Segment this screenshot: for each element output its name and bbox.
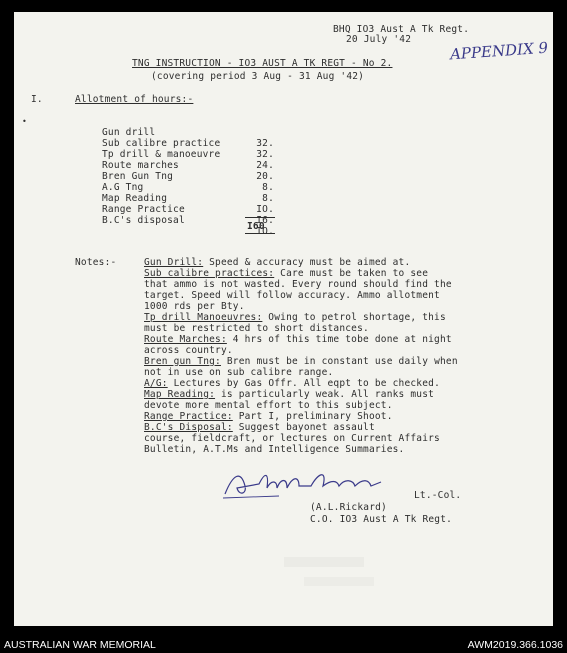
note-text: 4 hrs of this time tobe done at night	[226, 334, 452, 345]
note-text: Lectures by Gas Offr. All eqpt to be checked.	[167, 378, 440, 389]
signatory-name: (A.L.Rickard)	[310, 502, 387, 513]
hours-value: 32.	[256, 149, 274, 160]
note-text: Bulletin, A.T.Ms and Intelligence Summaries.	[144, 444, 405, 455]
bleed-through-mark	[304, 577, 374, 586]
total-underline	[245, 233, 275, 234]
note-heading: Sub calibre practices:	[144, 268, 275, 279]
hours-label: Range Practice	[102, 204, 185, 215]
note-line	[144, 279, 452, 290]
note-text: across country.	[144, 345, 233, 356]
handwritten-signature	[219, 464, 389, 504]
note-text: Part I, preliminary Shoot.	[232, 411, 393, 422]
appendix-annotation: APPENDIX 9	[449, 38, 549, 64]
note-heading: Map Reading:	[144, 389, 216, 400]
note-text: Suggest bayonet assault	[232, 422, 375, 433]
note-text: 1000 rds per Bty.	[144, 301, 245, 312]
note-text: not in use on sub calibre range.	[144, 367, 334, 378]
note-line	[144, 378, 440, 389]
note-line	[144, 257, 410, 268]
hours-label: A.G Tng	[102, 182, 144, 193]
note-heading: Tp drill Manoeuvres:	[144, 312, 263, 323]
margin-mark: •	[22, 117, 28, 126]
note-text: Speed & accuracy must be aimed at.	[203, 257, 411, 268]
note-line	[144, 356, 458, 367]
hours-label: Map Reading	[102, 193, 168, 204]
section-heading: Allotment of hours:-	[75, 94, 194, 105]
note-text: target. Speed will follow accuracy. Ammo allotment	[144, 290, 440, 301]
note-line	[144, 345, 233, 356]
document-date: 20 July '42	[346, 34, 412, 45]
hours-label: Tp drill & manoeuvre	[102, 149, 221, 160]
note-line	[144, 312, 446, 323]
hours-value: 8.	[262, 182, 274, 193]
note-line	[144, 444, 404, 455]
hours-label: Sub calibre practice	[102, 138, 221, 149]
note-heading: A/G:	[144, 378, 168, 389]
note-line	[144, 268, 428, 279]
note-heading: B.C's Disposal:	[144, 422, 233, 433]
document-title: TNG INSTRUCTION - IO3 AUST A TK REGT - No 2.	[132, 58, 393, 69]
note-text: must be restricted to short distances.	[144, 323, 369, 334]
note-text: Bren must be in constant use daily when	[220, 356, 458, 367]
note-heading: Bren gun Tng:	[144, 356, 221, 367]
hours-value: 24.	[256, 160, 274, 171]
note-heading: Gun Drill:	[144, 257, 204, 268]
note-text: Care must be taken to see	[274, 268, 429, 279]
note-text: is particularly weak. All ranks must	[215, 389, 435, 400]
note-text: course, fieldcraft, or lectures on Current Affairs	[144, 433, 440, 444]
note-heading: Range Practice:	[144, 411, 233, 422]
note-line	[144, 334, 452, 345]
section-number: I.	[31, 94, 43, 105]
bleed-through-mark	[284, 557, 364, 567]
document-page	[14, 12, 553, 626]
note-line	[144, 389, 434, 400]
note-line	[144, 400, 393, 411]
hours-value: IO.	[256, 204, 274, 215]
note-text: Owing to petrol shortage, this	[262, 312, 446, 323]
hours-value: 32.	[256, 138, 274, 149]
note-line	[144, 367, 333, 378]
hours-value: IO.	[256, 226, 274, 237]
note-text: that ammo is not wasted. Every round should find the	[144, 279, 452, 290]
hours-label: Gun drill	[102, 127, 156, 138]
hours-value: I6.	[256, 215, 274, 226]
notes-label: Notes:-	[75, 257, 117, 268]
hours-total: I60	[247, 221, 265, 232]
note-line	[144, 422, 375, 433]
hours-value: 8.	[262, 193, 274, 204]
hours-label: Route marches	[102, 160, 179, 171]
footer-accession-number: AWM2019.366.1036	[467, 639, 563, 651]
note-line	[144, 411, 393, 422]
note-line	[144, 433, 440, 444]
note-line	[144, 323, 369, 334]
total-rule	[245, 217, 275, 218]
document-period: (covering period 3 Aug - 31 Aug '42)	[151, 71, 365, 82]
signatory-rank: Lt.-Col.	[414, 490, 462, 501]
note-line	[144, 290, 440, 301]
note-line	[144, 301, 245, 312]
note-text: devote more mental effort to this subject.	[144, 400, 393, 411]
hours-value: 20.	[256, 171, 274, 182]
unit-reference: BHQ IO3 Aust A Tk Regt.	[333, 24, 470, 35]
note-heading: Route Marches:	[144, 334, 227, 345]
hours-label: Bren Gun Tng	[102, 171, 174, 182]
footer-institution: AUSTRALIAN WAR MEMORIAL	[4, 639, 156, 651]
hours-label: B.C's disposal	[102, 215, 185, 226]
signatory-appointment: C.O. IO3 Aust A Tk Regt.	[310, 514, 453, 525]
